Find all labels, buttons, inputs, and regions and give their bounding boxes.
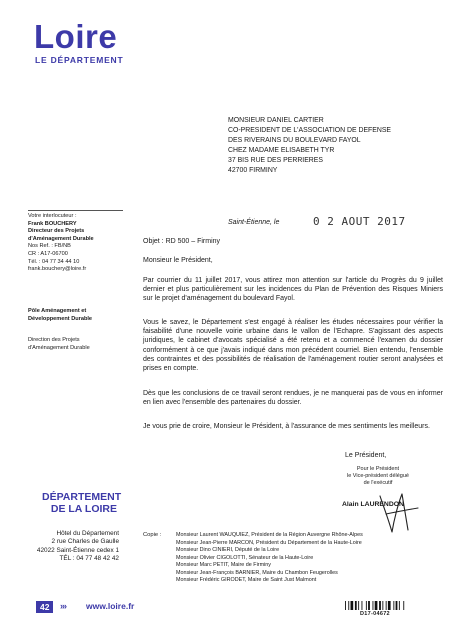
handwritten-signature: [372, 490, 422, 538]
recipient-line: 42700 FIRMINY: [228, 167, 278, 174]
barcode-bar: [393, 601, 394, 610]
logo-subtitle: LE DÉPARTEMENT: [35, 55, 124, 65]
barcode-bar: [348, 601, 349, 610]
barcode-bar: [368, 601, 370, 610]
logo-loire: Loire: [34, 18, 118, 55]
pole-line: Développement Durable: [28, 315, 93, 322]
direction-block: [28, 337, 128, 352]
department-name: [42, 491, 122, 515]
direction-line: d'Aménagement Durable: [28, 344, 90, 351]
recipient-line: DES RIVERAINS DU BOULEVARD FAYOL: [228, 137, 361, 144]
copy-recipient: Monsieur Marc PETIT, Maire de Firminy: [176, 562, 271, 568]
interlocutor-name: Frank BOUCHERY: [28, 220, 77, 227]
place-date: Saint-Étienne, le: [228, 219, 280, 226]
address-line: Hôtel du Département: [56, 530, 119, 537]
recipient-line: MONSIEUR DANIEL CARTIER: [228, 117, 324, 124]
copy-recipient: Monsieur Laurent WAUQUIEZ, Président de la Région Auvergne Rhône-Alpes: [176, 532, 363, 538]
barcode-bar: [345, 601, 346, 610]
copy-recipient: Monsieur Olivier CIGOLOTTI, Sénateur de la Haute-Loire: [176, 554, 314, 561]
cr-reference: CR : A17-06700: [28, 250, 68, 257]
paragraph: Dès que les conclusions de ce travail seront rendues, je ne manquerai pas de vous en informer en lien avec l'ensemble des partenaires du dossier.: [143, 390, 443, 407]
interlocutor-role: Directeur des Projets: [28, 228, 85, 235]
barcode-bar: [366, 601, 367, 610]
department-line: DE LA LOIRE: [50, 503, 117, 515]
paragraph: Vous le savez, le Département s'est engagé à réaliser les études nécessaires pour vérifier la faisabilité d'une nouvelle voirie urbaine dans le vallon de l'Echapre. S'agissant des aspects juridiques, le cabinet d'avocats spécialisé a été retenu et a commencé l'examen du dossier conformément à ce que j'avais indiqué dans mon précédent courriel. Bien entendu, l'ensemble des contraintes et des possibilités de réalisation de l'aménagement routier seront analysées et prises en compte.: [143, 319, 443, 373]
interlocutor-role: d'Aménagement Durable: [28, 235, 94, 242]
copy-recipient: Monsieur Jean-François BARNIER, Maire du Chambon Feugerolles: [176, 569, 338, 576]
stamp-line: de l'exécutif: [363, 480, 393, 487]
department-address: [28, 530, 119, 564]
paragraph: Par courrier du 11 juillet 2017, vous attirez mon attention sur l'article du Progrès du 9 juillet dernier et plus particulièrement sur les incidences du Plan de Prévention des Risques Miniers sur le projet d'aménagement du boulevard Fayol.: [143, 277, 443, 303]
date-stamp: 0 2 AOUT 2017: [313, 215, 406, 228]
copy-recipient: Monsieur Jean-Pierre MARCON, Président du Département de la Haute-Loire: [176, 539, 362, 546]
recipient-line: CO-PRESIDENT DE L'ASSOCIATION DE DEFENSE: [228, 127, 392, 134]
reference: Nos Ref. : FB/NB: [28, 243, 71, 250]
barcode-bar: [375, 601, 378, 610]
copy-recipient: Monsieur Dino CINIERI, Député de la Loire: [176, 547, 280, 553]
barcode-bar: [399, 601, 400, 610]
copies-label: Copie :: [143, 532, 162, 538]
recipient-line: 37 BIS RUE DES PERRIERES: [228, 157, 323, 164]
direction-line: Direction des Projets: [28, 337, 80, 343]
stamp-line: Pour le Président: [356, 466, 400, 472]
copies-list: [176, 532, 363, 585]
barcode: [345, 601, 425, 610]
barcode-bar: [358, 601, 359, 610]
barcode-number: D17-04672: [360, 611, 390, 617]
department-number-badge: 42: [36, 601, 53, 613]
recipient-line: CHEZ MADAME ELISABETH TYR: [228, 147, 335, 154]
barcode-bar: [396, 601, 398, 610]
interlocutor-phone: Tél. : 04 77 34 44 10: [28, 258, 80, 265]
barcode-bar: [351, 601, 354, 610]
pole-block: [28, 308, 128, 323]
stamp-line: le Vice-président délégué: [347, 473, 409, 480]
chevrons-icon: ›››: [60, 601, 66, 611]
letter-subject: Objet : RD 500 – Firminy: [143, 238, 221, 245]
barcode-bar: [382, 601, 383, 610]
department-phone: TÉL : 04 77 48 42 42: [59, 555, 119, 563]
recipient-address: [228, 116, 391, 176]
barcode-bar: [355, 601, 357, 610]
department-line: DÉPARTEMENT: [42, 491, 122, 503]
signature-title: Le Président,: [345, 452, 387, 459]
signature-stamp: [338, 466, 418, 488]
website-link[interactable]: www.loire.fr: [86, 601, 135, 611]
divider: [28, 210, 123, 211]
interlocutor-email: frank.bouchery@loire.fr: [28, 266, 87, 273]
address-line: 42022 Saint-Étienne cedex 1: [36, 546, 119, 554]
paragraph: Je vous prie de croire, Monsieur le Président, à l'assurance de mes sentiments les meilleurs.: [143, 423, 430, 430]
barcode-bar: [403, 601, 404, 610]
interlocutor-heading: Votre interlocuteur :: [28, 213, 77, 219]
barcode-bar: [373, 601, 374, 610]
barcode-bar: [388, 601, 391, 610]
signatory-name: Alain LAURENDON: [342, 501, 404, 508]
copy-recipient: Monsieur Frédéric GIRODET, Maire de Saint Just Malmont: [176, 577, 317, 583]
barcode-bar: [362, 601, 363, 610]
pole-line: Pôle Aménagement et: [28, 308, 87, 314]
interlocutor-block: [28, 210, 128, 274]
barcode-bar: [386, 601, 387, 610]
salutation: Monsieur le Président,: [143, 257, 213, 264]
barcode-bar: [379, 601, 381, 610]
address-line: 2 rue Charles de Gaulle: [51, 538, 119, 546]
